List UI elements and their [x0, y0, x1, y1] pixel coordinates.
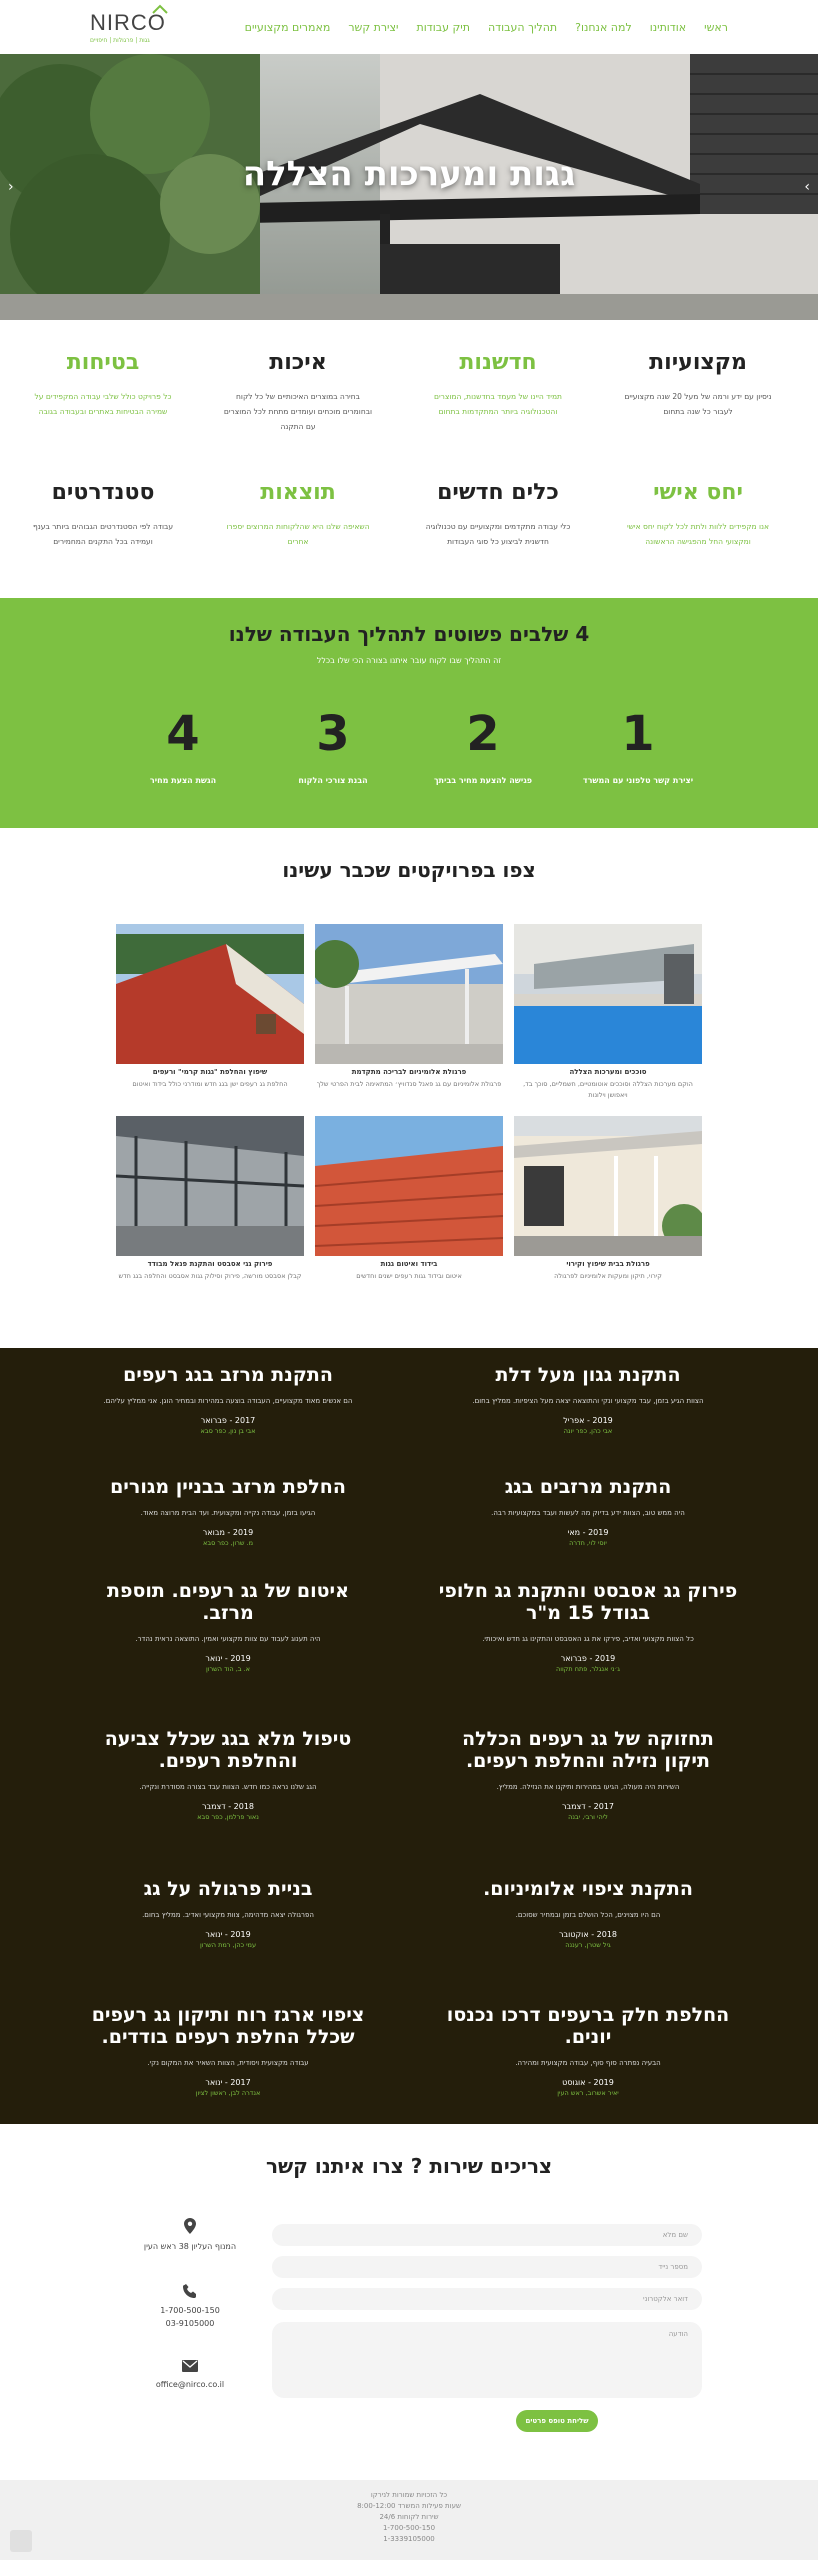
testimonial-date: 2018 - אוקטובר — [558, 1930, 618, 1939]
testimonial-author: ליהי ורבי, יבנה — [568, 1813, 608, 1821]
feature-title: בטיחות — [66, 350, 140, 375]
step-number: 3 — [316, 706, 350, 762]
testimonial-title: בניית פרגולה על גג — [143, 1878, 313, 1900]
step-3 — [253, 708, 413, 788]
project-image-pergola — [315, 924, 503, 1064]
feature-text: ניסיון עם ידע ורמה של מעל 20 שנה מקצועיים לעבור כל שנה בתחום — [624, 392, 772, 416]
feature-text: אנו מקפידים ללוות ולתת לכל לקוח יחס אישי ומקצועי החל מהפגישה הראשונה — [626, 522, 770, 546]
testimonial-item — [78, 1878, 378, 1949]
nav-item-about[interactable]: אודותינו — [649, 20, 687, 34]
steps-subtitle: זה התהליך שבו לקוח עובר איתנו בצורה הכי שלו בכלל — [316, 656, 502, 665]
testimonial-title: ציפוי ארגז רוח ותיקון גג רעפים שכלל החלפת רעפים בודדים. — [91, 2004, 365, 2048]
step-label: יצירת קשר טלפוני עם המשרד — [582, 776, 694, 785]
testimonial-author: נאור פרלמן, כפר סבא — [197, 1813, 259, 1821]
testimonial-date: 2017 - פברואר — [200, 1416, 256, 1425]
logo-text: NIRCO — [90, 10, 166, 36]
testimonial-date: 2019 - אפריל — [563, 1416, 613, 1425]
testimonial-date: 2019 - ינואר — [205, 1654, 251, 1663]
submit-button[interactable]: שליחת טופס פרטים — [516, 2410, 598, 2432]
feature-professionalism — [623, 350, 773, 419]
project-title: פירוק גגי אסבסט והתקנת פנאל מבודד — [147, 1260, 273, 1268]
hero-slider — [0, 54, 818, 320]
step-number: 4 — [166, 706, 200, 762]
phone-number-1[interactable]: 1-700-500-150 — [160, 2306, 220, 2315]
testimonial-title: החלפת מרזב בבניין מגורים — [110, 1476, 346, 1498]
testimonial-author: מ. שרון, כפר סבא — [202, 1539, 254, 1547]
testimonial-author: עמי כהן, רמת השרון — [199, 1941, 257, 1949]
address-text: המנוף העליון 38 ראש העין — [143, 2242, 237, 2251]
step-label: הבנת צורכי הלקוח — [298, 776, 368, 785]
testimonial-author: יוסי לוי, חדרה — [569, 1539, 607, 1547]
testimonial-item — [78, 1364, 378, 1435]
feature-new-tools — [423, 480, 573, 549]
testimonial-date: 2019 - מאי — [567, 1528, 609, 1537]
project-card[interactable] — [514, 1116, 702, 1282]
project-title: פרגולת אלומיניום לבריכה מתקדמת — [351, 1068, 467, 1076]
testimonial-text: עבודה מקצועית ויסודית, הצוות השאיר את המקום נקי. — [147, 2059, 309, 2067]
phone-number-2[interactable]: 03-9105000 — [165, 2319, 215, 2328]
contact-address — [140, 2218, 240, 2253]
testimonial-text: כל הצוות מקצועי ואדיב, פירקו את גג האסבסט והתקינו גג חדש ואיכותי. — [482, 1635, 694, 1643]
testimonial-item — [438, 1878, 738, 1949]
testimonial-author: אבי כהן, כפר יונה — [563, 1427, 613, 1435]
site-footer — [0, 2480, 818, 2560]
feature-title: חדשנות — [459, 350, 537, 375]
testimonial-title: התקנת מרזבים בגג — [504, 1476, 672, 1498]
testimonial-item — [438, 1476, 738, 1547]
feature-innovation — [423, 350, 573, 419]
features-section — [0, 320, 818, 598]
testimonial-item — [438, 2004, 738, 2097]
testimonial-author: יאיר אשרוב, ראש העין — [557, 2089, 619, 2097]
project-card[interactable] — [514, 924, 702, 1101]
testimonial-text: הצוות הגיע בזמן, עבד מקצועי ונקי והתוצאה יצאה מעל הציפיות. ממליץ בחום. — [472, 1397, 704, 1405]
feature-text: בחירה במוצרים האיכותיים של כל לקוח ובחומרים מוכחים ועומדים מתחת לכל המוצרים עם התקנה — [223, 392, 373, 431]
feature-quality — [223, 350, 373, 434]
project-image-tiles — [315, 1116, 503, 1256]
testimonial-item — [78, 1476, 378, 1547]
projects-title: צפו בפרויקטים שכבר עשינו — [282, 858, 536, 882]
step-number: 2 — [466, 706, 500, 762]
nav-item-contact[interactable]: יצירת קשר — [348, 20, 399, 34]
project-card[interactable] — [315, 1116, 503, 1282]
testimonial-text: היה ממש טוב, הצוות ידע בדיוק מה לעשות ועבד במקצועיות רבה. — [491, 1509, 685, 1517]
feature-text: השאיפה שלנו היא שהלקוחות המרוצים יספרו אחרים — [226, 522, 370, 546]
testimonial-title: טיפול מלא בגג שכלל צביעה והחלפת רעפים. — [104, 1728, 352, 1772]
message-field[interactable]: הודעה — [272, 2322, 702, 2398]
feature-text: עבודה לפי הסטנדרטים הגבוהים ביותר בענף ועמידה בכל התקנים המחמירים — [32, 522, 174, 546]
step-1 — [558, 708, 718, 788]
testimonial-date: 2019 - פברואר — [560, 1654, 616, 1663]
project-desc: פרגולת אלומיניום עם גג פאנל סנדוויץ׳ המתאימה לבית הפרטי שלך — [316, 1080, 502, 1088]
testimonial-item — [438, 1728, 738, 1821]
testimonial-text: הפרגולה יצאה מדהימה, צוות מקצועי ואדיב. ממליץ בחום. — [142, 1911, 314, 1919]
testimonial-title: תחזוקה של גג רעפים הכללה תיקון נזילה והחלפת רעפים. — [462, 1728, 714, 1772]
testimonial-title: התקנת ציפוי אלומיניום. — [483, 1878, 693, 1900]
testimonial-text: היה תענוג לעבוד עם צוות מקצועי ואמין. התוצאה נראית נהדר. — [135, 1635, 321, 1643]
project-desc: הוקם מערכות הצללה וסוככים אוטומטיים, חשמליים, סוכך בד, ויאפושן וילונות — [523, 1080, 693, 1099]
main-nav — [245, 21, 728, 34]
accessibility-icon[interactable] — [10, 2530, 32, 2552]
testimonial-title: התקנת גגון מעל דלת — [495, 1364, 681, 1386]
nav-item-portfolio[interactable]: תיק עבודות — [416, 20, 470, 34]
testimonial-text: הם היו מצוינים, הכל הושלם בזמן ובמחיר שסוכם. — [515, 1911, 661, 1919]
location-pin-icon — [184, 2218, 196, 2234]
testimonial-author: גיל שטרן, רעננה — [565, 1941, 611, 1949]
testimonial-item — [78, 2004, 378, 2097]
nav-item-articles[interactable]: מאמרים מקצועיים — [244, 20, 331, 34]
footer-phone-1[interactable]: 1-700-500-150 — [382, 2524, 436, 2532]
project-desc: קבלן אסבסט מורשה, פירוק וסילוק גגות אסבסט והחלפה בגג חדש — [118, 1272, 302, 1280]
roof-icon — [152, 4, 168, 14]
email-field[interactable]: דואר אלקטרוני — [272, 2288, 702, 2310]
name-field[interactable]: שם מלא — [272, 2224, 702, 2246]
project-card[interactable] — [116, 1116, 304, 1282]
logo-tagline: גגות | פרגולות | חיפויים — [90, 37, 150, 44]
hero-next-arrow[interactable]: ‹ — [8, 179, 14, 195]
testimonial-date: 2019 - ינואר — [205, 1930, 251, 1939]
feature-title: איכות — [269, 350, 327, 375]
footer-phone-2[interactable]: 1-3339105000 — [383, 2535, 435, 2543]
feature-personal — [623, 480, 773, 549]
footer-service: שירות לקוחות 24/6 — [379, 2513, 439, 2521]
step-number: 1 — [621, 706, 655, 762]
site-header — [0, 0, 818, 54]
feature-standards — [28, 480, 178, 549]
nav-item-home[interactable]: ראשי — [704, 20, 728, 34]
testimonial-author: א. ב, הוד השרון — [205, 1665, 251, 1673]
envelope-icon — [182, 2360, 198, 2372]
project-title: פרגולת בבית שיפוץ וקירוי — [566, 1260, 650, 1268]
project-desc: החלפת גג רעפים ישן בגג חדש ומודרני כולל בידוד ואיטום — [132, 1080, 288, 1088]
testimonial-item — [78, 1728, 378, 1821]
project-desc: קירוי, תיקון ומעקות אלומיניום לפרגולה — [554, 1272, 662, 1280]
step-2 — [403, 708, 563, 788]
phone-field[interactable]: מספר נייד — [272, 2256, 702, 2278]
hero-title: גגות ומערכות הצללה — [242, 154, 576, 194]
contact-phones — [140, 2284, 240, 2330]
testimonial-text: הגג שלנו נראה כמו חדש. הצוות עבד בצורה מסודרת ונקייה. — [139, 1783, 317, 1791]
feature-title: מקצועיות — [649, 350, 747, 375]
feature-title: כלים חדשים — [437, 480, 559, 505]
nav-item-process[interactable]: תהליך העבודה — [487, 20, 558, 34]
testimonial-date: 2019 - אוגוסט — [562, 2078, 614, 2087]
steps-title: 4 שלבים פשוטים לתהליך העבודה שלנו — [228, 622, 590, 646]
contact-title: צריכים שירות ? צרו איתנו קשר — [265, 2154, 553, 2178]
testimonials-section — [0, 1348, 818, 2124]
footer-hours: שעות פעילות המשרד 8:00-12:00 — [357, 2502, 461, 2510]
process-steps-section — [0, 598, 818, 828]
testimonial-item — [78, 1580, 378, 1673]
testimonial-text: הבעיה נפתרה סוף סוף, עבודה מקצועית ומהירה. — [515, 2059, 661, 2067]
feature-title: תוצאות — [260, 480, 336, 505]
testimonial-author: אבי בן נון, כפר סבא — [200, 1427, 256, 1435]
testimonial-date: 2019 - מבואר — [202, 1528, 254, 1537]
email-address[interactable]: office@nirco.co.il — [155, 2380, 225, 2389]
testimonial-text: הם אנשים מאוד מקצועיים, העבודה בוצעה במהירות ובמחיר הוגן. אני ממליץ עליהם. — [103, 1397, 353, 1405]
step-label: פגישה להצעת מחיר בביתך — [433, 776, 533, 785]
project-image-house — [514, 1116, 702, 1256]
testimonial-title: התקנת מרזב בגג רעפים — [123, 1364, 333, 1386]
project-image-pool — [514, 924, 702, 1064]
testimonial-date: 2017 - ינואר — [205, 2078, 251, 2087]
project-image-roof — [116, 924, 304, 1064]
feature-text: כל פרויקט כולל שלבי עבודה המקפידים על שמירה הבטיחות באתרים ובעבודה בגובה — [34, 392, 172, 416]
step-label: הגשת הצעת מחיר — [149, 776, 217, 785]
testimonial-title: פירוק גג אסבסט והתקנת גג חלופי בגודל 15 מ"ר — [438, 1580, 738, 1624]
feature-safety — [28, 350, 178, 419]
testimonial-date: 2017 - דצמבר — [561, 1802, 615, 1811]
testimonial-text: הגיעו בזמן, עבודה נקייה ומקצועית. ועד הבית מרוצה מאוד. — [140, 1509, 316, 1517]
testimonial-author: ג׳ני אנגלר, פתח תקווה — [556, 1665, 620, 1673]
feature-title: יחס אישי — [653, 480, 743, 505]
testimonial-item — [438, 1580, 738, 1673]
feature-title: סטנדרטים — [51, 480, 155, 505]
project-card[interactable] — [116, 924, 304, 1090]
project-title: סוככים ומערכות הצללה — [569, 1068, 647, 1076]
contact-email — [140, 2360, 240, 2391]
testimonial-title: איטום של גג רעפים. תוספת מרזב. — [107, 1580, 349, 1624]
step-4 — [103, 708, 263, 788]
testimonial-author: אנדרה לבן, ראשון לציון — [195, 2089, 261, 2097]
footer-copyright: כל הזכויות שמורות לנירקו — [370, 2491, 448, 2499]
project-title: בידוד ואיטום גגות — [380, 1260, 438, 1268]
hero-prev-arrow[interactable]: › — [804, 179, 810, 195]
project-image-asbestos — [116, 1116, 304, 1256]
feature-text: כלי עבודה מתקדמים ומקצועיים עם טכנולוגיה חדשנית לביצוע כל סוגי העבודות — [425, 522, 571, 546]
phone-icon — [183, 2284, 197, 2298]
projects-section — [0, 828, 818, 1348]
feature-text: תמיד היינו של מעמד בחדשנות, המוצרים והטכנולוגיה ביותר המתקדמות בתחום — [434, 392, 562, 416]
project-desc: איטום ובידוד גגות רעפים ישנים וחדשים — [356, 1272, 462, 1280]
testimonial-date: 2018 - דצמבר — [201, 1802, 255, 1811]
project-title: שיפוץ והחלפת "גגות קרמי" ורעפים — [152, 1068, 268, 1076]
testimonial-text: השירות היה מעולה, הגיעו במהירות ותיקנו את הנזילה. ממליץ. — [496, 1783, 680, 1791]
site-logo[interactable] — [90, 10, 166, 44]
nav-item-why-us[interactable]: למה אנחנו? — [575, 20, 632, 34]
feature-results — [223, 480, 373, 549]
testimonial-item — [438, 1364, 738, 1435]
project-card[interactable] — [315, 924, 503, 1090]
testimonial-title: החלפת חלק ברעפים דרכו נכנסו יונים. — [446, 2004, 730, 2048]
